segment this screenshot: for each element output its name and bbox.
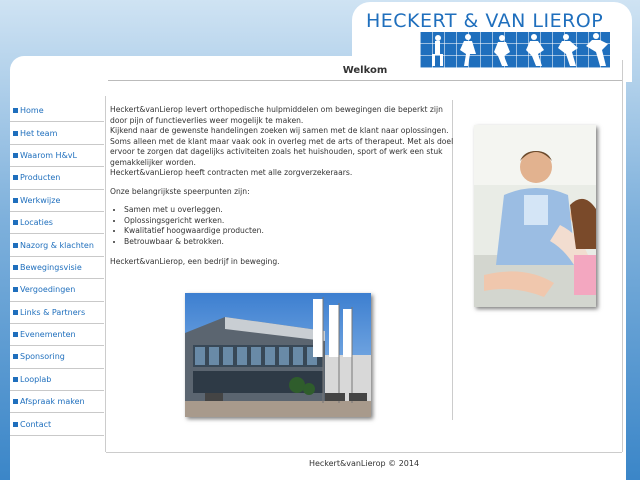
nav-item-het-team[interactable]: Het team bbox=[10, 122, 104, 144]
nav-item-bewegingsvisie[interactable]: Bewegingsvisie bbox=[10, 257, 104, 279]
consultation-photo bbox=[474, 125, 596, 307]
bullet-icon bbox=[13, 332, 18, 337]
bullet-icon bbox=[13, 243, 18, 248]
list-item: • Oplossingsgericht werken. bbox=[124, 216, 455, 227]
nav-item-vergoedingen[interactable]: Vergoedingen bbox=[10, 279, 104, 301]
intro-paragraph-1: Heckert&vanLierop levert orthopedische hulpmiddelen om bewegingen die beperkt zijn door pijn of functieverlies weer mogelijk te maken. Kijkend naar de gewenste handelingen zoeken wij samen met de klant naar oplossingen. Soms alleen met de klant maar vaak ook in overleg met de arts of therapeut. Met als doel ervoor te zorgen dat dagelijks activiteiten zoals het huishouden, sport of werk een stuk gemakkelijker worden. Heckert&vanLierop heeft contracten met alle zorgverzekeraars. bbox=[110, 105, 454, 177]
bullet-icon bbox=[13, 175, 18, 180]
list-item: • Betrouwbaar & betrokken. bbox=[124, 237, 455, 248]
nav-item-locaties[interactable]: Locaties bbox=[10, 212, 104, 234]
bullet-icon bbox=[13, 399, 18, 404]
nav-item-sponsoring[interactable]: Sponsoring bbox=[10, 346, 104, 368]
closing-line: Heckert&vanLierop, een bedrijf in beweging. bbox=[110, 257, 280, 266]
bullet-icon bbox=[13, 354, 18, 359]
nav-divider bbox=[105, 96, 106, 452]
building-photo bbox=[185, 293, 371, 417]
nav-item-werkwijze[interactable]: Werkwijze bbox=[10, 190, 104, 212]
list-item: • Samen met u overleggen. bbox=[124, 205, 455, 216]
footer-copyright: Heckert&vanLierop © 2014 bbox=[308, 459, 420, 468]
points-heading: Onze belangrijkste speerpunten zijn: bbox=[110, 186, 250, 196]
main-content bbox=[110, 105, 455, 276]
bullet-icon bbox=[13, 131, 18, 136]
bullet-icon bbox=[13, 220, 18, 225]
nav-item-evenementen[interactable]: Evenementen bbox=[10, 324, 104, 346]
list-item: • Kwalitatief hoogwaardige producten. bbox=[124, 226, 455, 237]
bullet-icon bbox=[13, 422, 18, 427]
nav-item-links-partners[interactable]: Links & Partners bbox=[10, 302, 104, 324]
footer-divider bbox=[106, 452, 622, 453]
nav-item-afspraak-maken[interactable]: Afspraak maken bbox=[10, 391, 104, 413]
brand-logo-text[interactable]: HECKERT & VAN LIEROP bbox=[366, 10, 604, 32]
bullet-icon bbox=[13, 377, 18, 382]
bullet-icon bbox=[13, 310, 18, 315]
intro-paragraph-2: Kijkend naar de gewenste handelingen zoeken wij samen met de klant naar oplossingen. Soms alleen met de klant maar vaak ook in overleg met de arts of therapeut. Met als doel ervoor te zorgen dat dagelijks activiteiten zoals het huishouden, sport of werk een stuk gemakkelijker worden. bbox=[110, 126, 454, 167]
page-title-bar bbox=[108, 62, 622, 81]
nav-item-nazorg[interactable]: Nazorg & klachten bbox=[10, 234, 104, 256]
bullet-icon bbox=[13, 198, 18, 203]
bullet-icon bbox=[13, 153, 18, 158]
sidebar-nav bbox=[10, 100, 104, 436]
points-list bbox=[124, 205, 455, 247]
bullet-icon bbox=[13, 108, 18, 113]
right-border bbox=[622, 60, 623, 452]
bullet-icon bbox=[13, 265, 18, 270]
page-title: Welkom bbox=[342, 65, 388, 76]
nav-item-contact[interactable]: Contact bbox=[10, 413, 104, 435]
bullet-icon bbox=[13, 287, 18, 292]
intro-paragraph-3: Heckert&vanLierop heeft contracten met alle zorgverzekeraars. bbox=[110, 168, 353, 177]
nav-item-looplab[interactable]: Looplab bbox=[10, 369, 104, 391]
nav-item-waarom[interactable]: Waarom H&vL bbox=[10, 145, 104, 167]
nav-item-producten[interactable]: Producten bbox=[10, 167, 104, 189]
nav-item-home[interactable]: Home bbox=[10, 100, 104, 122]
